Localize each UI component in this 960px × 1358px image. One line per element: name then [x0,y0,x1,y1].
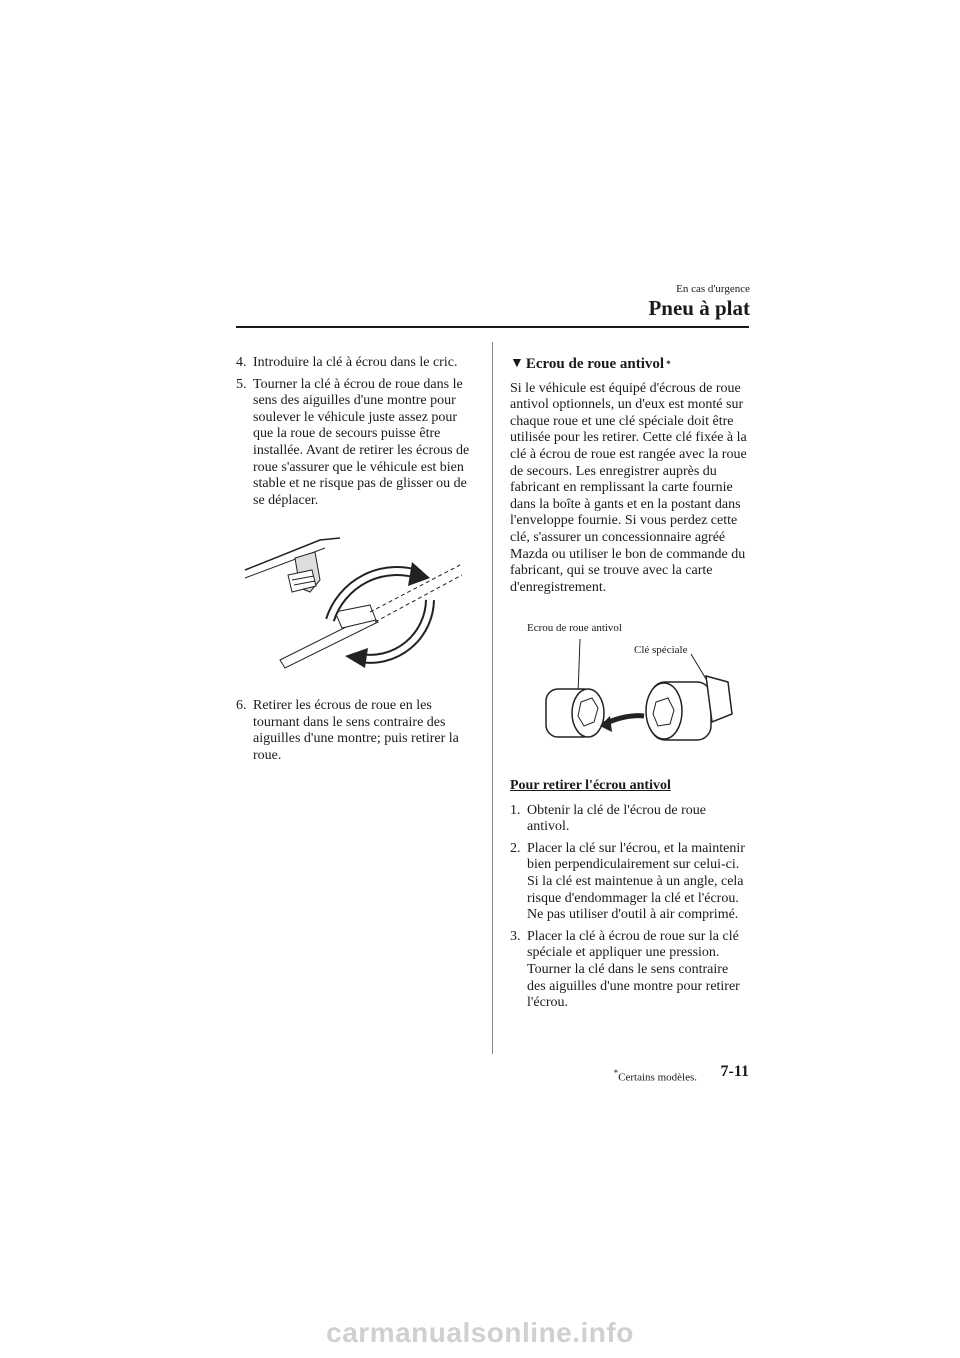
column-divider [492,342,493,1054]
heading-text: Ecrou de roue antivol [525,356,665,372]
step-text: Retirer les écrous de roue en les tournant dans le sens contraire des aiguilles d'une montre; puis retirer la roue. [253,698,459,763]
asterisk-mark: * [666,359,671,369]
step-text: Obtenir la clé de l'écrou de roue antivol. [527,802,706,835]
section-heading [510,356,750,373]
right-column [510,356,750,596]
footnote-text: Certains modèles. [618,1071,697,1084]
step-item [510,803,750,836]
step-item [510,841,750,924]
step-text: Tourner la clé à écrou de roue dans le sens des aiguilles d'une montre pour soulever le véhicule juste assez pour que la roue de secours puisse être installée. Avant de retirer les écrous de roue s'assurer que le véhicule est bien stable et ne risque pas de glisser ou de se déplacer. [253,376,470,508]
step-item [236,355,474,372]
page-number: 7-11 [720,1063,749,1080]
step-item [236,377,474,510]
subheading: Pour retirer l'écrou antivol [510,778,671,793]
step-number: 2. [510,840,521,856]
header-rule [236,326,749,328]
page-title: Pneu à plat [648,296,750,320]
intro-paragraph: Si le véhicule est équipé d'écrous de roue antivol optionnels, un d'eux est monté sur chaque roue et une clé spéciale doit être utilisée pour les retirer. Cette clé fixée à la clé à écrou de roue est rangée avec la roue de secours. Les enregistrer auprès du fabricant en remplissant la carte fournie dans la boîte à gants et en la postant dans l'enveloppe fournie. Si vous perdez cette clé, s'assurer un concessionnaire agréé Mazda ou utiliser le bon de commande du fabricant, qui se trouve avec la carte d'enregistrement. [510,380,747,595]
step-number: 1. [510,802,521,818]
step-number: 3. [510,928,521,944]
step-number: 5. [236,376,247,392]
watermark: carmanualsonline.info [326,1317,634,1348]
left-column [236,355,474,514]
footnote [614,1068,697,1084]
right-column-bottom [510,778,750,1017]
label-nut: Ecrou de roue antivol [527,622,622,634]
step-text: Placer la clé sur l'écrou, et la maintenir bien perpendiculairement sur celui-ci. Si la clé est maintenue à un angle, cela risque d'endommager la clé et l'écrou. Ne pas utiliser d'outil à air comprimé. [527,840,745,923]
step-item [236,698,474,764]
step-number: 6. [236,698,247,713]
footnote-mark: * [613,1068,619,1078]
triangle-down-icon: ▼ [510,356,524,371]
left-column-bottom [236,698,474,769]
step-item [510,929,750,1012]
lock-nut-illustration [536,634,746,744]
step-number: 4. [236,355,247,370]
label-key: Clé spéciale [634,644,688,656]
jack-illustration [240,520,470,670]
section-label: En cas d'urgence [676,283,750,295]
step-text: Introduire la clé à écrou dans le cric. [253,355,458,370]
step-text: Placer la clé à écrou de roue sur la clé spéciale et appliquer une pression. Tourner la clé dans le sens contraire des aiguilles d'une montre pour retirer l'écrou. [527,928,740,1011]
